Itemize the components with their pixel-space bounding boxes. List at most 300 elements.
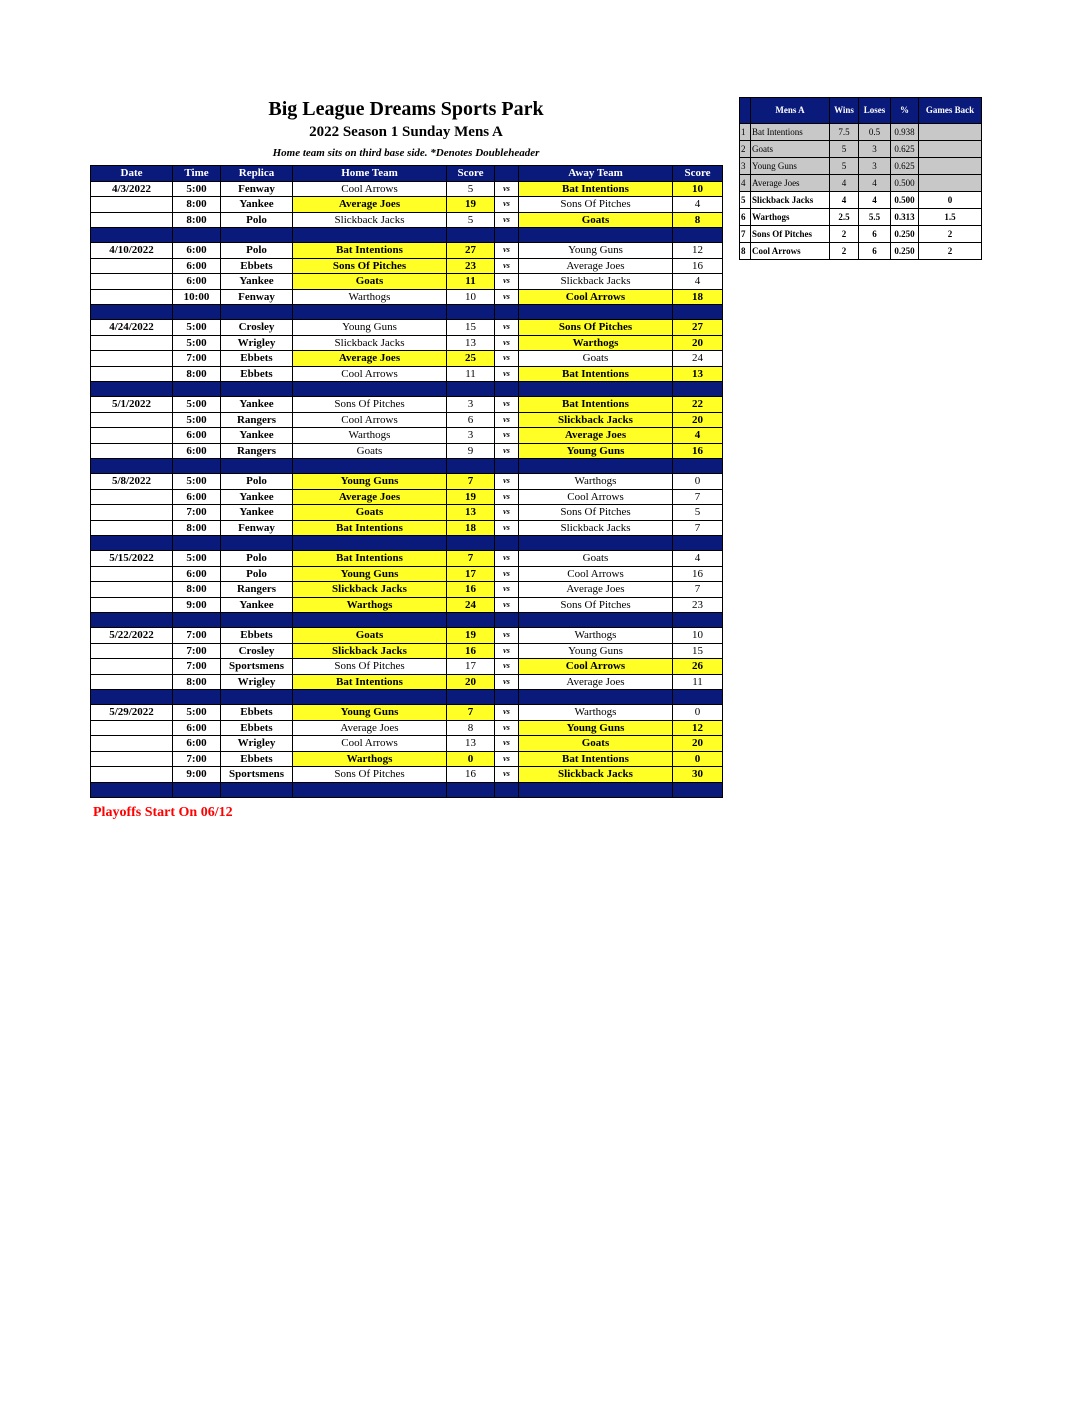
vs-label: vs	[495, 351, 519, 367]
separator-cell	[519, 782, 673, 797]
separator-cell	[519, 690, 673, 705]
home-team: Cool Arrows	[293, 736, 447, 752]
away-team: Young Guns	[519, 443, 673, 459]
game-field: Ebbets	[221, 366, 293, 382]
home-team: Young Guns	[293, 474, 447, 490]
game-row	[91, 428, 723, 444]
standings-col-games-back: Games Back	[919, 98, 982, 124]
vs-label: vs	[495, 289, 519, 305]
separator-cell	[495, 782, 519, 797]
vs-label: vs	[495, 320, 519, 336]
game-time: 7:00	[173, 505, 221, 521]
away-team: Warthogs	[519, 705, 673, 721]
game-row	[91, 443, 723, 459]
away-score: 4	[673, 551, 723, 567]
game-time: 7:00	[173, 351, 221, 367]
vs-label: vs	[495, 582, 519, 598]
vs-label: vs	[495, 720, 519, 736]
game-row	[91, 274, 723, 290]
game-row	[91, 243, 723, 259]
standing-loses: 6	[859, 243, 891, 260]
game-field: Polo	[221, 551, 293, 567]
game-date	[91, 428, 173, 444]
game-time: 8:00	[173, 212, 221, 228]
separator-cell	[447, 613, 495, 628]
separator-cell	[173, 228, 221, 243]
away-score: 0	[673, 474, 723, 490]
game-time: 9:00	[173, 597, 221, 613]
game-time: 8:00	[173, 366, 221, 382]
game-date	[91, 289, 173, 305]
separator-cell	[91, 782, 173, 797]
separator-cell	[495, 613, 519, 628]
separator-cell	[495, 305, 519, 320]
away-team: Cool Arrows	[519, 289, 673, 305]
home-team: Bat Intentions	[293, 520, 447, 536]
away-team: Average Joes	[519, 428, 673, 444]
away-score: 26	[673, 659, 723, 675]
home-team: Sons Of Pitches	[293, 767, 447, 783]
home-team: Goats	[293, 628, 447, 644]
away-score: 7	[673, 520, 723, 536]
away-team: Young Guns	[519, 720, 673, 736]
home-team: Slickback Jacks	[293, 335, 447, 351]
vs-label: vs	[495, 474, 519, 490]
game-field: Polo	[221, 566, 293, 582]
away-team: Young Guns	[519, 643, 673, 659]
game-row	[91, 566, 723, 582]
game-date: 5/22/2022	[91, 628, 173, 644]
standing-team: Average Joes	[751, 175, 830, 192]
vs-label: vs	[495, 736, 519, 752]
away-team: Sons Of Pitches	[519, 197, 673, 213]
home-score: 3	[447, 397, 495, 413]
game-time: 6:00	[173, 274, 221, 290]
week-separator	[91, 690, 723, 705]
away-team: Goats	[519, 551, 673, 567]
game-field: Yankee	[221, 397, 293, 413]
separator-cell	[293, 459, 447, 474]
separator-cell	[519, 305, 673, 320]
home-score: 17	[447, 659, 495, 675]
game-time: 5:00	[173, 474, 221, 490]
game-date: 5/1/2022	[91, 397, 173, 413]
home-team: Goats	[293, 274, 447, 290]
game-field: Polo	[221, 212, 293, 228]
home-team: Cool Arrows	[293, 366, 447, 382]
game-time: 6:00	[173, 736, 221, 752]
standing-wins: 5	[830, 158, 859, 175]
separator-cell	[221, 690, 293, 705]
separator-cell	[495, 228, 519, 243]
col-vs	[495, 166, 519, 182]
away-team: Slickback Jacks	[519, 412, 673, 428]
home-score: 16	[447, 582, 495, 598]
separator-cell	[447, 536, 495, 551]
away-score: 10	[673, 628, 723, 644]
standings-row	[740, 226, 982, 243]
game-field: Yankee	[221, 489, 293, 505]
away-score: 10	[673, 181, 723, 197]
standing-team: Goats	[751, 141, 830, 158]
game-time: 5:00	[173, 412, 221, 428]
standings-row	[740, 209, 982, 226]
separator-cell	[173, 536, 221, 551]
away-team: Bat Intentions	[519, 366, 673, 382]
standings-col-rank	[740, 98, 751, 124]
away-team: Cool Arrows	[519, 659, 673, 675]
week-separator	[91, 459, 723, 474]
game-field: Crosley	[221, 643, 293, 659]
playoffs-notice: Playoffs Start On 06/12	[93, 805, 233, 820]
home-team: Warthogs	[293, 751, 447, 767]
separator-cell	[673, 228, 723, 243]
away-team: Young Guns	[519, 243, 673, 259]
separator-cell	[673, 782, 723, 797]
away-score: 20	[673, 736, 723, 752]
separator-cell	[673, 536, 723, 551]
away-score: 16	[673, 443, 723, 459]
home-team: Goats	[293, 443, 447, 459]
standing-games-back	[919, 124, 982, 141]
game-time: 6:00	[173, 243, 221, 259]
away-team: Average Joes	[519, 674, 673, 690]
separator-cell	[495, 536, 519, 551]
standing-team: Sons Of Pitches	[751, 226, 830, 243]
game-row	[91, 366, 723, 382]
standing-rank: 7	[740, 226, 751, 243]
game-time: 6:00	[173, 258, 221, 274]
home-score: 18	[447, 520, 495, 536]
game-row	[91, 351, 723, 367]
week-separator	[91, 613, 723, 628]
game-time: 8:00	[173, 674, 221, 690]
game-row	[91, 643, 723, 659]
game-date: 4/24/2022	[91, 320, 173, 336]
separator-cell	[293, 536, 447, 551]
home-team: Slickback Jacks	[293, 212, 447, 228]
game-field: Ebbets	[221, 705, 293, 721]
home-score: 6	[447, 412, 495, 428]
home-team: Bat Intentions	[293, 674, 447, 690]
home-score: 8	[447, 720, 495, 736]
game-time: 7:00	[173, 659, 221, 675]
home-team: Cool Arrows	[293, 181, 447, 197]
separator-cell	[447, 382, 495, 397]
vs-label: vs	[495, 412, 519, 428]
col-away-team: Away Team	[519, 166, 673, 182]
game-date	[91, 274, 173, 290]
game-field: Fenway	[221, 289, 293, 305]
schedule-body	[91, 181, 723, 797]
game-row	[91, 720, 723, 736]
away-score: 16	[673, 258, 723, 274]
standing-pct: 0.625	[891, 158, 919, 175]
home-team: Goats	[293, 505, 447, 521]
week-separator	[91, 228, 723, 243]
game-date: 4/3/2022	[91, 181, 173, 197]
standing-loses: 4	[859, 175, 891, 192]
away-score: 16	[673, 566, 723, 582]
game-row	[91, 767, 723, 783]
separator-cell	[519, 536, 673, 551]
game-row	[91, 674, 723, 690]
game-date	[91, 520, 173, 536]
game-field: Sportsmens	[221, 659, 293, 675]
col-home-team: Home Team	[293, 166, 447, 182]
standing-loses: 4	[859, 192, 891, 209]
home-team: Sons Of Pitches	[293, 659, 447, 675]
game-time: 6:00	[173, 428, 221, 444]
schedule-header-row	[91, 166, 723, 182]
standing-games-back: 2	[919, 226, 982, 243]
game-field: Yankee	[221, 597, 293, 613]
home-score: 5	[447, 212, 495, 228]
separator-cell	[173, 613, 221, 628]
away-team: Warthogs	[519, 628, 673, 644]
game-time: 6:00	[173, 443, 221, 459]
game-date	[91, 197, 173, 213]
vs-label: vs	[495, 443, 519, 459]
standings-row	[740, 158, 982, 175]
game-field: Yankee	[221, 428, 293, 444]
game-date	[91, 767, 173, 783]
game-row	[91, 582, 723, 598]
standing-pct: 0.313	[891, 209, 919, 226]
standing-team: Warthogs	[751, 209, 830, 226]
vs-label: vs	[495, 197, 519, 213]
away-team: Slickback Jacks	[519, 767, 673, 783]
vs-label: vs	[495, 674, 519, 690]
away-score: 24	[673, 351, 723, 367]
game-field: Ebbets	[221, 751, 293, 767]
game-field: Ebbets	[221, 351, 293, 367]
home-score: 27	[447, 243, 495, 259]
separator-cell	[221, 459, 293, 474]
away-score: 0	[673, 705, 723, 721]
separator-cell	[173, 305, 221, 320]
away-score: 0	[673, 751, 723, 767]
game-date	[91, 720, 173, 736]
home-team: Warthogs	[293, 428, 447, 444]
separator-cell	[519, 459, 673, 474]
standing-loses: 0.5	[859, 124, 891, 141]
home-team: Warthogs	[293, 289, 447, 305]
game-field: Wrigley	[221, 674, 293, 690]
game-time: 8:00	[173, 582, 221, 598]
separator-cell	[173, 459, 221, 474]
away-team: Goats	[519, 212, 673, 228]
game-field: Wrigley	[221, 736, 293, 752]
vs-label: vs	[495, 489, 519, 505]
home-team: Young Guns	[293, 705, 447, 721]
game-date	[91, 643, 173, 659]
separator-cell	[91, 382, 173, 397]
separator-cell	[293, 782, 447, 797]
game-time: 10:00	[173, 289, 221, 305]
game-field: Ebbets	[221, 720, 293, 736]
game-date	[91, 736, 173, 752]
separator-cell	[293, 613, 447, 628]
standing-wins: 2	[830, 226, 859, 243]
game-time: 5:00	[173, 705, 221, 721]
away-score: 5	[673, 505, 723, 521]
standing-loses: 3	[859, 141, 891, 158]
separator-cell	[293, 228, 447, 243]
home-score: 19	[447, 197, 495, 213]
standing-wins: 4	[830, 192, 859, 209]
game-row	[91, 320, 723, 336]
game-field: Rangers	[221, 412, 293, 428]
separator-cell	[495, 382, 519, 397]
away-score: 7	[673, 489, 723, 505]
vs-label: vs	[495, 643, 519, 659]
game-row	[91, 397, 723, 413]
game-time: 7:00	[173, 751, 221, 767]
standings-col-team: Mens A	[751, 98, 830, 124]
standing-games-back: 2	[919, 243, 982, 260]
game-row	[91, 181, 723, 197]
game-time: 5:00	[173, 320, 221, 336]
game-time: 7:00	[173, 643, 221, 659]
game-date	[91, 489, 173, 505]
away-team: Warthogs	[519, 474, 673, 490]
separator-cell	[91, 690, 173, 705]
away-score: 18	[673, 289, 723, 305]
game-time: 6:00	[173, 720, 221, 736]
home-score: 11	[447, 274, 495, 290]
home-score: 19	[447, 628, 495, 644]
standing-wins: 2.5	[830, 209, 859, 226]
standing-games-back	[919, 141, 982, 158]
game-row	[91, 520, 723, 536]
away-score: 8	[673, 212, 723, 228]
game-time: 5:00	[173, 397, 221, 413]
home-team: Average Joes	[293, 351, 447, 367]
separator-cell	[221, 305, 293, 320]
separator-cell	[173, 690, 221, 705]
game-row	[91, 705, 723, 721]
col-time: Time	[173, 166, 221, 182]
page-subtitle: 2022 Season 1 Sunday Mens A	[309, 124, 503, 140]
vs-label: vs	[495, 274, 519, 290]
separator-cell	[293, 690, 447, 705]
game-date	[91, 335, 173, 351]
home-team: Sons Of Pitches	[293, 258, 447, 274]
standings-body	[740, 124, 982, 260]
separator-cell	[91, 459, 173, 474]
away-team: Average Joes	[519, 582, 673, 598]
home-team: Average Joes	[293, 720, 447, 736]
separator-cell	[221, 613, 293, 628]
separator-cell	[495, 690, 519, 705]
game-row	[91, 212, 723, 228]
separator-cell	[91, 228, 173, 243]
standing-loses: 5.5	[859, 209, 891, 226]
away-score: 11	[673, 674, 723, 690]
game-time: 7:00	[173, 628, 221, 644]
home-score: 0	[447, 751, 495, 767]
standing-rank: 4	[740, 175, 751, 192]
home-score: 24	[447, 597, 495, 613]
home-team: Slickback Jacks	[293, 643, 447, 659]
standings-row	[740, 141, 982, 158]
home-score: 13	[447, 335, 495, 351]
home-score: 7	[447, 705, 495, 721]
game-row	[91, 489, 723, 505]
standing-games-back: 0	[919, 192, 982, 209]
vs-label: vs	[495, 520, 519, 536]
separator-cell	[447, 228, 495, 243]
separator-cell	[221, 228, 293, 243]
vs-label: vs	[495, 751, 519, 767]
separator-cell	[519, 613, 673, 628]
away-score: 27	[673, 320, 723, 336]
home-team: Average Joes	[293, 489, 447, 505]
separator-cell	[447, 305, 495, 320]
game-time: 8:00	[173, 520, 221, 536]
game-field: Yankee	[221, 197, 293, 213]
game-field: Yankee	[221, 505, 293, 521]
game-time: 6:00	[173, 489, 221, 505]
separator-cell	[495, 459, 519, 474]
standings-col-wins: Wins	[830, 98, 859, 124]
standing-wins: 2	[830, 243, 859, 260]
standing-rank: 6	[740, 209, 751, 226]
standings-row	[740, 175, 982, 192]
standing-loses: 6	[859, 226, 891, 243]
standing-pct: 0.625	[891, 141, 919, 158]
game-time: 8:00	[173, 197, 221, 213]
game-row	[91, 258, 723, 274]
home-score: 17	[447, 566, 495, 582]
standing-pct: 0.250	[891, 243, 919, 260]
home-score: 11	[447, 366, 495, 382]
standings-row	[740, 124, 982, 141]
game-date	[91, 351, 173, 367]
game-date	[91, 366, 173, 382]
game-row	[91, 474, 723, 490]
game-date	[91, 674, 173, 690]
away-score: 4	[673, 274, 723, 290]
away-score: 4	[673, 428, 723, 444]
home-score: 16	[447, 643, 495, 659]
standing-wins: 7.5	[830, 124, 859, 141]
home-score: 19	[447, 489, 495, 505]
game-field: Polo	[221, 474, 293, 490]
home-score: 3	[447, 428, 495, 444]
standing-pct: 0.500	[891, 175, 919, 192]
standing-rank: 1	[740, 124, 751, 141]
home-team: Cool Arrows	[293, 412, 447, 428]
game-field: Polo	[221, 243, 293, 259]
away-team: Goats	[519, 351, 673, 367]
game-date	[91, 505, 173, 521]
game-row	[91, 751, 723, 767]
separator-cell	[221, 536, 293, 551]
game-field: Crosley	[221, 320, 293, 336]
home-team: Bat Intentions	[293, 243, 447, 259]
game-row	[91, 659, 723, 675]
col-replica: Replica	[221, 166, 293, 182]
away-team: Bat Intentions	[519, 397, 673, 413]
game-date	[91, 659, 173, 675]
away-score: 15	[673, 643, 723, 659]
game-time: 5:00	[173, 181, 221, 197]
standing-team: Cool Arrows	[751, 243, 830, 260]
separator-cell	[221, 382, 293, 397]
standing-rank: 2	[740, 141, 751, 158]
